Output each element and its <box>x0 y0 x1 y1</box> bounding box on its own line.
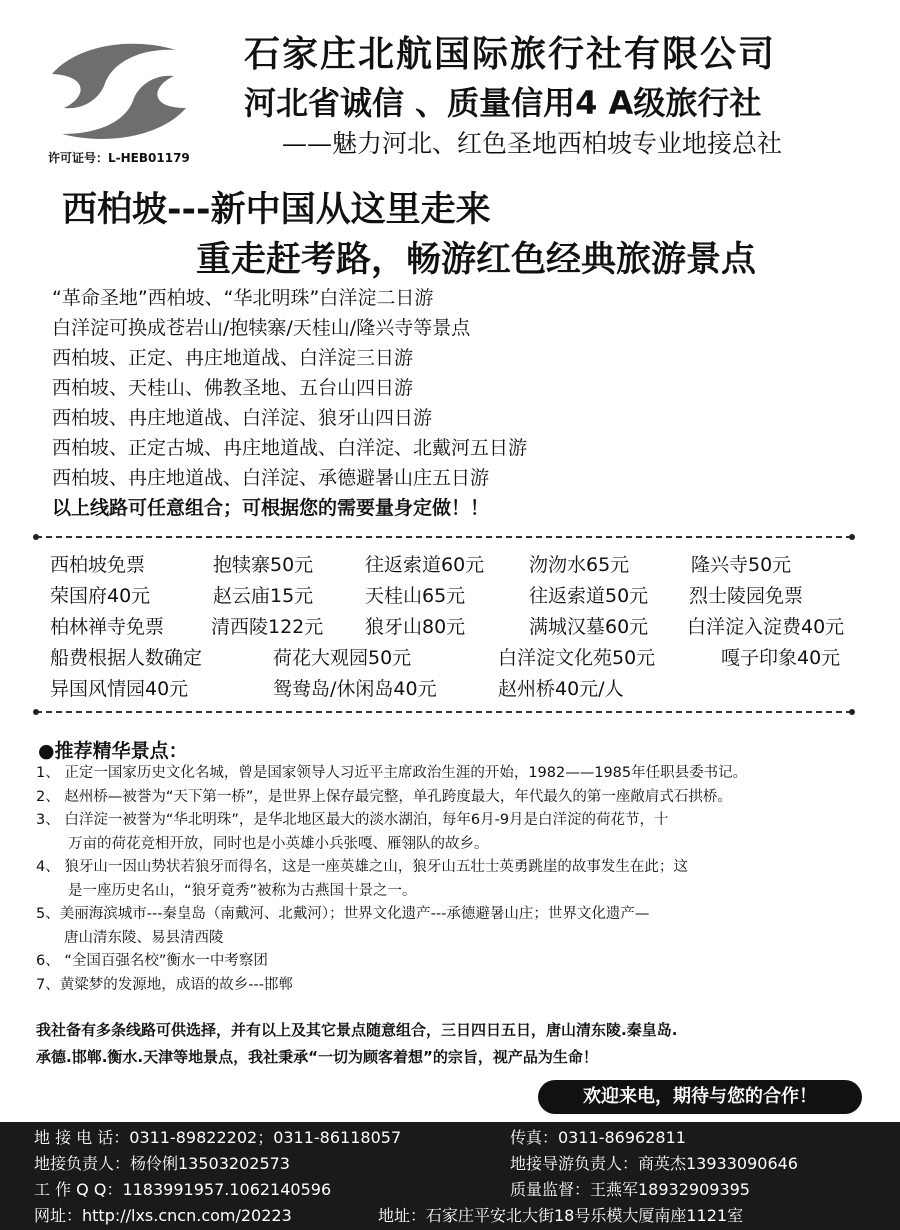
price-item: 西柏坡免票 <box>50 554 146 576</box>
price-item: 船费根据人数确定 <box>50 647 203 669</box>
contact-footer <box>0 1122 900 1230</box>
spot-item: 1、 正定一国家历史文化名城，曾是国家领导人习近平主席政治生涯的开始，1982——1985年任职县委书记。 <box>36 765 748 781</box>
spot-item: 7、黄粱梦的发源地，成语的故乡---邯郸 <box>36 976 293 993</box>
route-list <box>52 283 527 523</box>
price-item: 赵州桥40元/人 <box>498 678 624 700</box>
price-item: 异国风情园40元 <box>50 678 189 700</box>
price-item: 赵云庙15元 <box>213 585 314 607</box>
welcome-banner: 欢迎来电，期待与您的合作！ <box>538 1080 862 1114</box>
company-slogan: ——魅力河北、红色圣地西柏坡专业地接总社 <box>282 129 783 158</box>
local-manager: 地接负责人：杨伶俐13503202573 <box>34 1154 290 1173</box>
price-item: 烈士陵园免票 <box>689 585 804 607</box>
local-phone: 地 接 电 话：0311-89822202；0311-86118057 <box>34 1128 402 1147</box>
footer-row <box>0 1200 900 1226</box>
spot-item: 4、 狼牙山一因山势状若狼牙而得名，这是一座英雄之山，狼牙山五壮士英勇跳崖的故事发生在此；这 <box>36 859 688 875</box>
price-item: 狼牙山80元 <box>365 616 466 638</box>
route-item: 西柏坡、正定古城、冉庄地道战、白洋淀、北戴河五日游 <box>52 437 528 459</box>
website-link[interactable]: 网址：http://lxs.cncn.com/20223 <box>34 1206 292 1225</box>
price-item: 嘎子印象40元 <box>721 647 841 669</box>
recommended-spots-list <box>36 762 886 997</box>
route-item: 白洋淀可换成苍岩山/抱犊寨/天桂山/隆兴寺等景点 <box>52 317 471 339</box>
spot-item: 5、美丽海滨城市---秦皇岛（南戴河、北戴河）；世界文化遗产---承德避暑山庄；世界文化遗产— <box>36 906 650 922</box>
price-row <box>50 643 890 674</box>
price-item: 柏林禅寺免票 <box>50 616 165 638</box>
promo-line: 承德.邯郸.衡水.天津等地景点，我社秉承“一切为顾客着想”的宗旨，视产品为生命！ <box>36 1048 598 1066</box>
price-item: 往返索道50元 <box>529 585 649 607</box>
route-note: 以上线路可任意组合；可根据您的需要量身定做！！ <box>52 497 490 519</box>
promo-text <box>36 1017 677 1071</box>
spot-item: 3、 白洋淀一被誉为“华北明珠”，是华北地区最大的淡水湖泊，每年6月-9月是白洋淀的荷花节，十 <box>36 812 669 828</box>
company-name: 石家庄北航国际旅行社有限公司 <box>244 34 777 75</box>
company-logo <box>46 38 192 146</box>
price-row <box>50 550 890 581</box>
spot-item-continued: 唐山清东陵、易县清西陵 <box>64 929 224 946</box>
promo-line: 我社备有多条线路可供选择，并有以上及其它景点随意组合，三日四日五日，唐山清东陵.秦皇岛. <box>36 1021 678 1039</box>
route-item: 西柏坡、天桂山、佛教圣地、五台山四日游 <box>52 377 414 399</box>
price-item: 天桂山65元 <box>365 585 466 607</box>
headline-line-1: 西柏坡---新中国从这里走来 <box>62 190 491 230</box>
spot-item: 2、 赵州桥—被誉为“天下第一桥”，是世界上保存最完整，单孔跨度最大，年代最久的第一座敞肩式石拱桥。 <box>36 788 732 805</box>
price-item: 清西陵122元 <box>211 616 324 638</box>
headline-line-2: 重走赶考路，畅游红色经典旅游景点 <box>196 240 757 280</box>
spot-item-continued: 万亩的荷花竞相开放，同时也是小英雄小兵张嘎、雁翎队的故乡。 <box>68 835 489 852</box>
recommended-spots-title: ●推荐精华景点： <box>38 740 188 762</box>
price-item: 白洋淀入淀费40元 <box>687 616 845 638</box>
quality-supervision: 质量监督：王燕军18932909395 <box>510 1180 750 1199</box>
price-item: 隆兴寺50元 <box>691 554 792 576</box>
route-item: 西柏坡、正定、冉庄地道战、白洋淀三日游 <box>52 347 414 369</box>
price-item: 鸳鸯岛/休闲岛40元 <box>273 678 437 700</box>
price-item: 沕沕水65元 <box>529 554 630 576</box>
address: 地址：石家庄平安北大街18号乐模大厦南座1121室 <box>378 1206 744 1225</box>
company-credit-title: 河北省诚信 、质量信用4 A级旅行社 <box>244 84 762 122</box>
price-item: 往返索道60元 <box>365 554 485 576</box>
license-number: 许可证号：L-HEB01179 <box>48 151 190 165</box>
spot-item-continued: 是一座历史名山，“狼牙竟秀”被称为古燕国十景之一。 <box>68 882 417 899</box>
work-qq: 工 作 Q Q：1183991957.1062140596 <box>34 1180 332 1199</box>
footer-row <box>0 1148 900 1174</box>
footer-row <box>0 1174 900 1200</box>
footer-row <box>0 1122 900 1148</box>
price-row <box>50 581 890 612</box>
price-row <box>50 612 890 643</box>
route-item: “革命圣地”西柏坡、“华北明珠”白洋淀二日游 <box>52 287 434 309</box>
dotted-divider <box>36 711 852 713</box>
price-item: 白洋淀文化苑50元 <box>498 647 656 669</box>
guide-manager: 地接导游负责人：商英杰13933090646 <box>510 1154 798 1173</box>
route-item: 西柏坡、冉庄地道战、白洋淀、狼牙山四日游 <box>52 407 433 429</box>
fax: 传真：0311-86962811 <box>510 1128 686 1147</box>
price-item: 荣国府40元 <box>50 585 151 607</box>
price-item: 满城汉墓60元 <box>529 616 649 638</box>
price-item: 抱犊寨50元 <box>213 554 314 576</box>
ticket-price-grid <box>50 550 890 705</box>
dotted-divider <box>36 536 852 538</box>
spot-item: 6、 “全国百强名校”衡水一中考察团 <box>36 953 268 969</box>
route-item: 西柏坡、冉庄地道战、白洋淀、承德避暑山庄五日游 <box>52 467 490 489</box>
price-row <box>50 674 890 705</box>
price-item: 荷花大观园50元 <box>273 647 412 669</box>
